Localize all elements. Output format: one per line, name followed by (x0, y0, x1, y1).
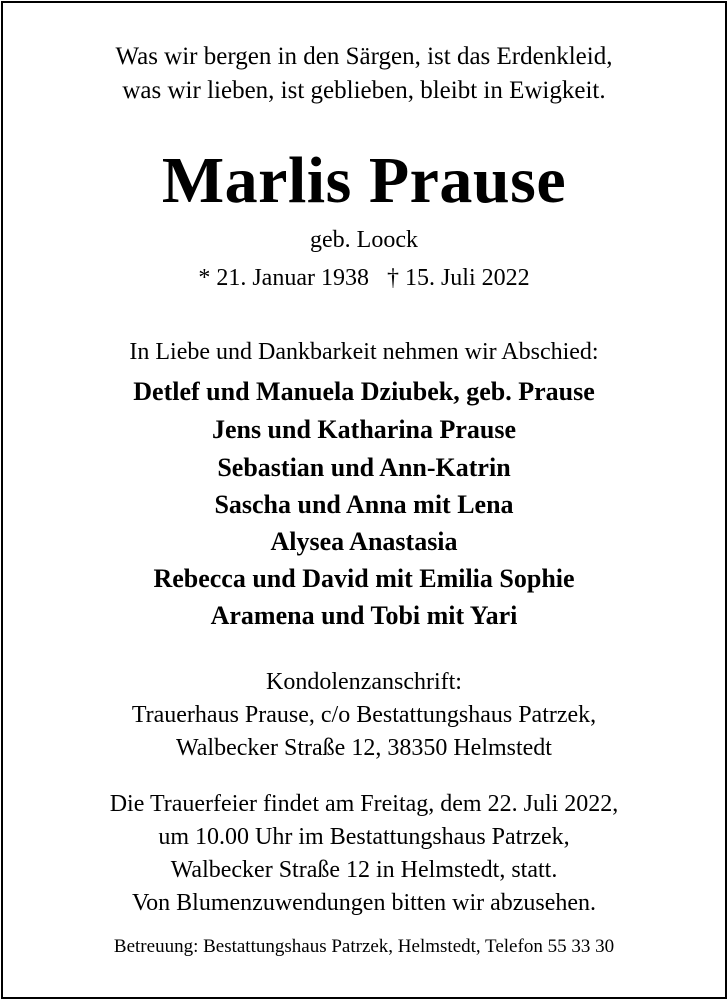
death-date: † 15. Juli 2022 (386, 265, 530, 291)
mourner-line: Rebecca und David mit Emilia Sophie (153, 564, 575, 593)
ceremony-line: Walbecker Straße 12 in Helmstedt, statt. (170, 857, 558, 883)
ceremony-line: Die Trauerfeier findet am Freitag, dem 22. Juli 2022, (109, 791, 619, 817)
ceremony-line: Von Blumenzuwendungen bitten wir abzusehen. (131, 890, 597, 916)
verse-line-1: Was wir bergen in den Särgen, ist das Erdenkleid, (115, 43, 613, 70)
farewell-intro: In Liebe und Dankbarkeit nehmen wir Abschied: (129, 339, 599, 365)
mourner-line: Jens und Katharina Prause (211, 415, 517, 444)
verse-line-2: was wir lieben, ist geblieben, bleibt in Ewigkeit. (122, 77, 606, 104)
condolence-address-line: Walbecker Straße 12, 38350 Helmstedt (176, 735, 552, 761)
condolence-heading: Kondolenzanschrift: (266, 669, 462, 695)
footer-contact: Betreuung: Bestattungshaus Patrzek, Helmstedt, Telefon 55 33 30 (113, 936, 615, 957)
mourner-line: Sascha und Anna mit Lena (214, 490, 514, 519)
birth-date: * 21. Januar 1938 (198, 265, 369, 291)
mourner-line: Alysea Anastasia (270, 527, 458, 556)
life-dates (3, 263, 725, 293)
maiden-name: geb. Loock (310, 227, 418, 253)
mourner-line: Aramena und Tobi mit Yari (210, 601, 518, 630)
mourner-line: Detlef und Manuela Dziubek, geb. Prause (133, 377, 595, 406)
condolence-address-line: Trauerhaus Prause, c/o Bestattungshaus Patrzek, (131, 702, 597, 728)
ceremony-line: um 10.00 Uhr im Bestattungshaus Patrzek, (158, 824, 570, 850)
obituary-notice (1, 1, 727, 999)
deceased-name: Marlis Prause (161, 144, 567, 217)
mourner-line: Sebastian und Ann-Katrin (217, 453, 511, 482)
